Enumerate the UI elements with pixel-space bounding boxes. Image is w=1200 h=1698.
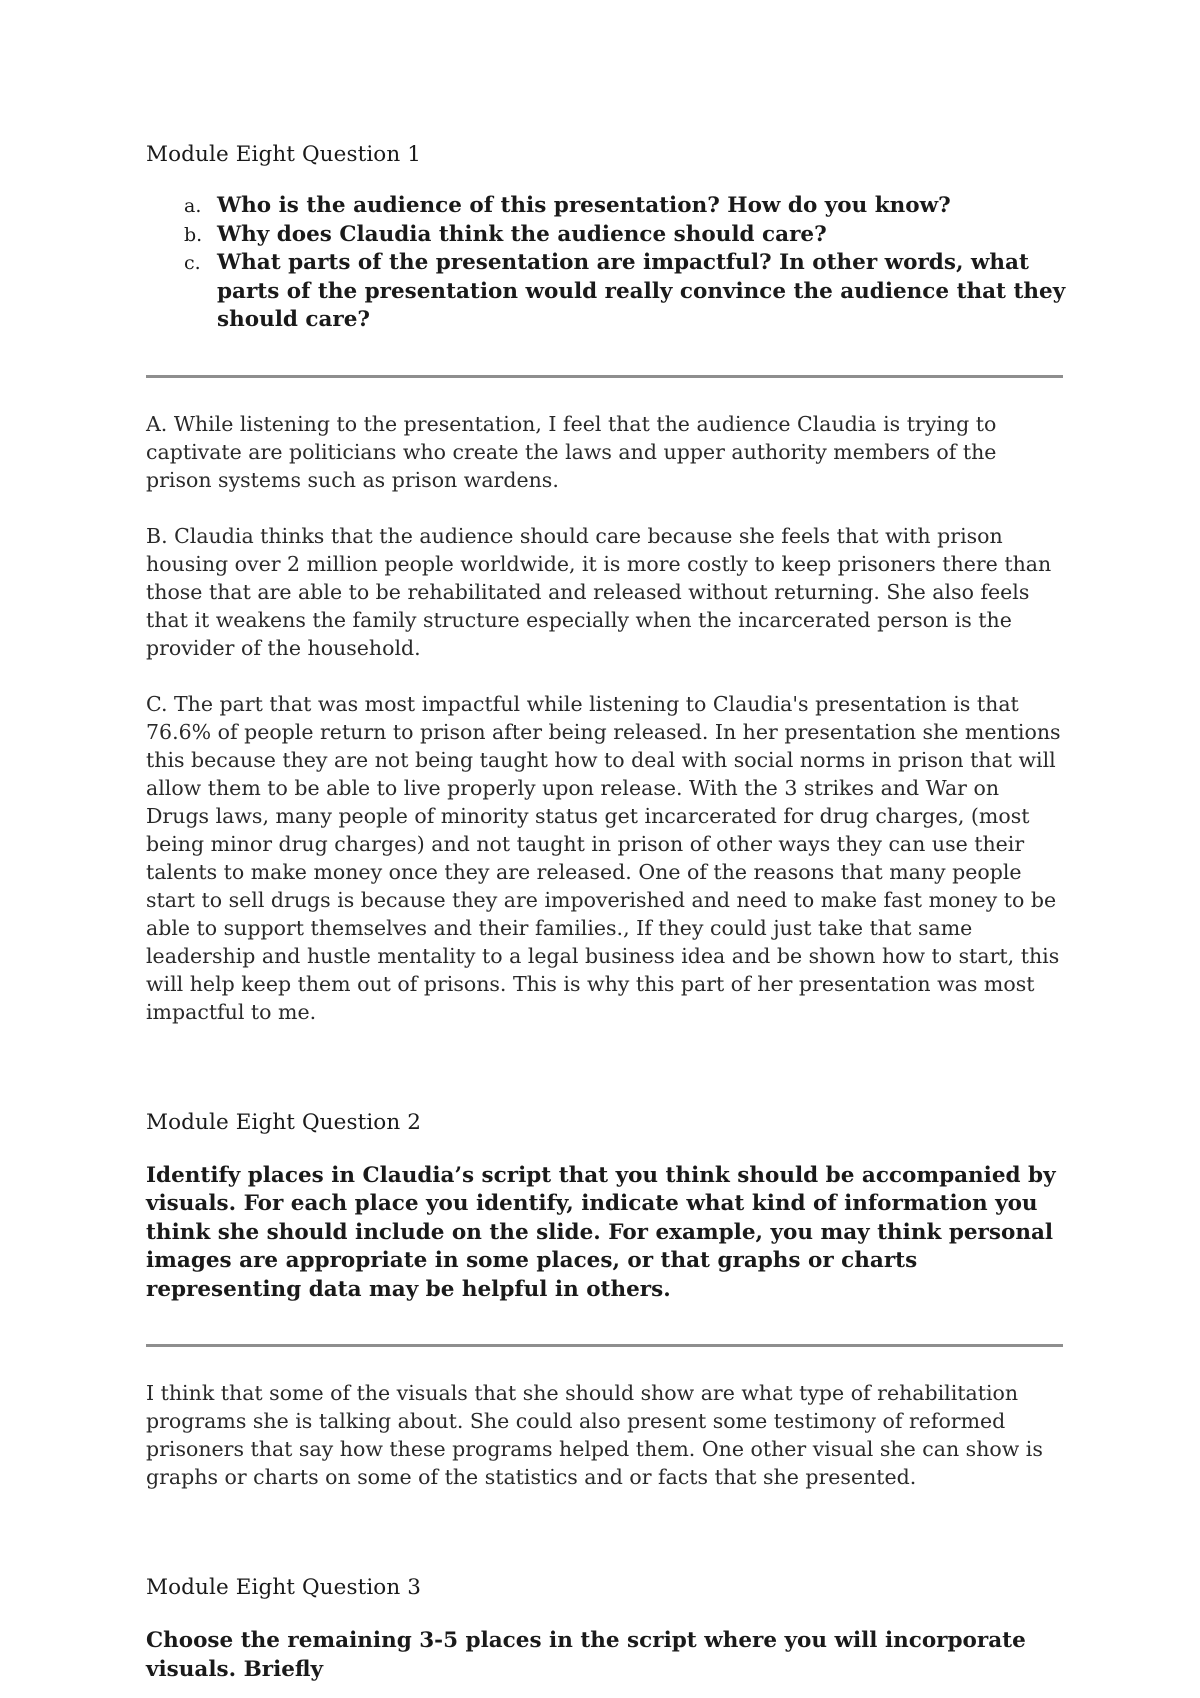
q1-question-a-letter: a. [184,195,202,217]
q3-prompt: Choose the remaining 3-5 places in the script where you will incorporate visuals. Briefly [146,1628,1026,1682]
q2-answer: I think that some of the visuals that she should show are what type of rehabilitation programs she is talking about. She could also present some testimony of reformed prisoners that say how these programs helped them. One other visual she can show is graphs or charts on some of the statistics and or facts that she presented. [146,1381,1043,1489]
q1-heading: Module Eight Question 1 [146,142,422,167]
q2-prompt: Identify places in Claudia’s script that you think should be accompanied by visuals. For each place you identify, indicate what kind of information you think she should include on the slide. For example, you may think personal images are appropriate in some places, or that graphs or charts representing data may be helpful in others. [146,1162,1056,1302]
q1-question-a [146,192,1066,221]
q1-answer-b: B. Claudia thinks that the audience should care because she feels that with prison housing over 2 million people worldwide, it is more costly to keep prisoners there than those that are able to be rehabilitated and released without returning. She also feels that it weakens the family structure especially when the incarcerated person is the provider of the household. [146,523,1052,660]
document-page [146,140,1066,1684]
q3-heading: Module Eight Question 3 [146,1575,422,1600]
q1-answer-c: C. The part that was most impactful while listening to Claudia's presentation is that 76.6% of people return to prison after being released. In her presentation she mentions this because they are not being taught how to deal with social norms in prison that will allow them to be able to live properly upon release. With the 3 strikes and War on Drugs laws, many people of minority status get incarcerated for drug charges, (most being minor drug charges) and not taught in prison of other ways they can use their talents to make money once they are released. One of the reasons that many people start to sell drugs is because they are impoverished and need to make fast money to be able to support themselves and their families., If they could just take that same leadership and hustle mentality to a legal business idea and be shown how to start, this will help keep them out of prisons. This is why this part of her presentation was most impactful to me. [146,691,1061,1024]
q1-question-c-letter: c. [184,252,201,274]
q1-question-b-text: Why does Claudia think the audience should care? [217,221,827,247]
q1-divider [146,375,1063,378]
q1-question-c-text: What parts of the presentation are impactful? In other words, what parts of the presentation would really convince the audience that they should care? [217,250,1066,332]
q2-heading: Module Eight Question 2 [146,1109,422,1135]
q1-question-b [146,221,1066,250]
q1-question-b-letter: b. [184,223,203,246]
q1-question-c [146,249,1066,335]
q2-divider [146,1344,1063,1347]
q1-question-a-text: Who is the audience of this presentation? How do you know? [217,193,951,218]
q1-question-list [146,192,1066,335]
q1-answer-a: A. While listening to the presentation, I feel that the audience Claudia is trying to captivate are politicians who create the laws and upper authority members of the prison systems such as prison wardens. [146,411,997,492]
